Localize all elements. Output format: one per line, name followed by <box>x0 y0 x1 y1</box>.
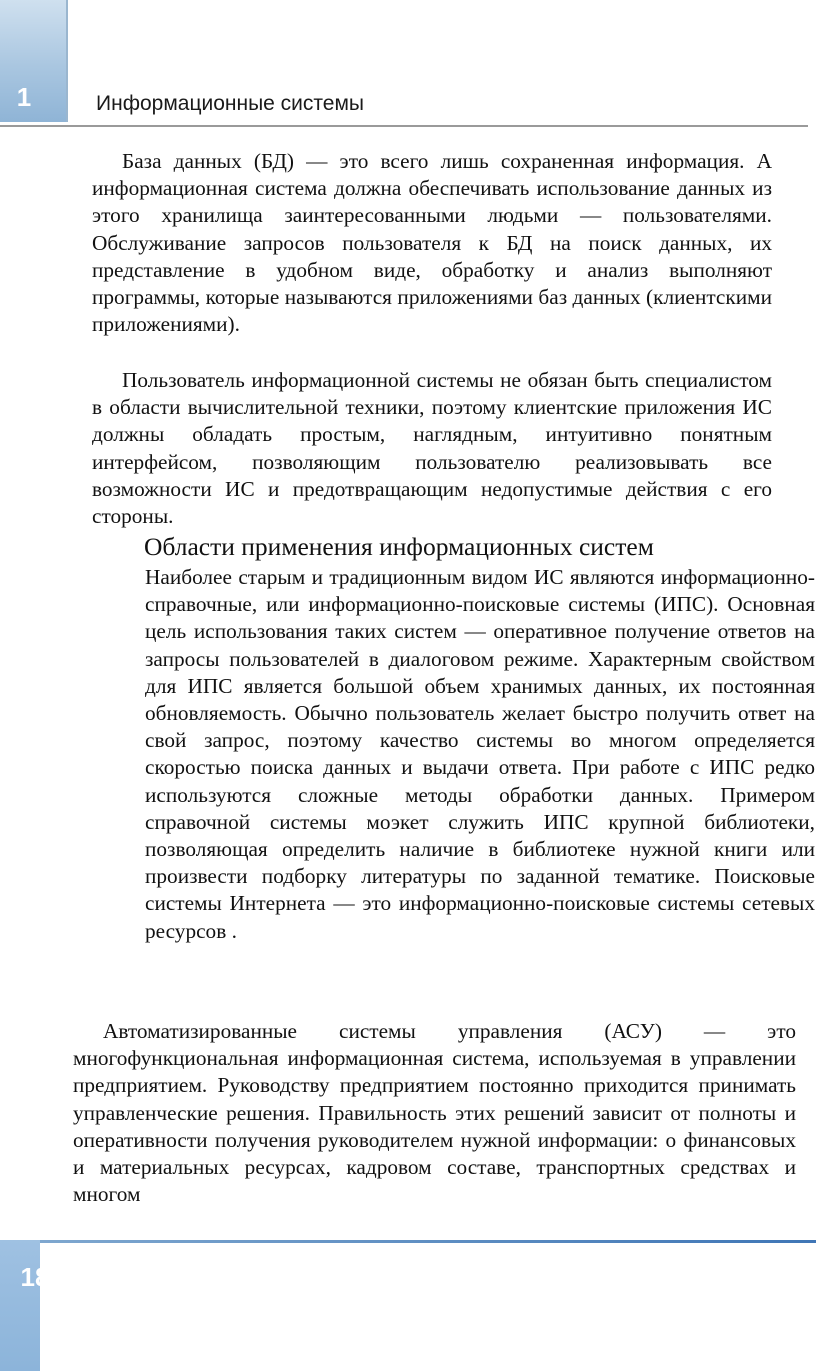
paragraph-ips-systems: Наиболее старым и традиционным видом ИС являются информационно-справочные, или информационно-поисковые системы (ИПС). Основная цель использования таких систем — оперативное получение ответов на запросы пользователей в диалоговом режиме. Характерным свойством для ИПС является большой объем хранимых данных, их постоянная обновляемость. Обычно пользователь желает быстро получить ответ на свой запрос, поэтому качество системы во многом определяется скоростью поиска данных и выдачи ответа. При работе с ИПС редко используются сложные методы обработки данных. Примером справочной системы моэкет служить ИПС крупной библиотеки, позволяющая определить наличие в библиотеке нужной книги или произвести подборку литературы по заданной тематике. Поисковые системы Интернета — это информационно-поисковые системы сетевых ресурсов . <box>145 565 815 943</box>
footer-divider <box>40 1240 816 1243</box>
chapter-number: 1 <box>16 82 32 112</box>
paragraph-database-definition: База данных (БД) — это всего лишь сохраненная информация. А информационная система должна обеспечивать использование данных из этого хранилища заинтересованными людьми — пользователями. Обслуживание запросов пользователя к БД на поиск данных, их представление в удобном виде, обработку и анализ выполняют программы, которые называются приложениями баз данных (клиентскими приложениями). <box>92 149 772 337</box>
paragraph-user-interface: Пользователь информационной системы не обязан быть специалистом в области вычислительной техники, поэтому клиентские приложения ИС должны обладать простым, наглядным, интуитивно понятным интерфейсом, позволяющим пользователю реализовывать все возможности ИС и предотвращающим недопустимые действия с его стороны. <box>92 368 772 529</box>
section-heading: Области применения информационных систем <box>144 532 654 561</box>
paragraph-asu-systems: Автоматизированные системы управления (АСУ) — это многофункциональная информационная система, используемая в управлении предприятием. Руководству предприятием постоянно приходится принимать управленческие решения. Правильность этих решений зависит от полноты и оперативности получения руководителем нужной информации: о финансовых и материальных ресурсах, кадровом составе, транспортных средствах и многом <box>73 1019 796 1207</box>
page-number: 18 <box>20 1262 50 1292</box>
header-divider <box>0 125 808 127</box>
running-header-title: Информационные системы <box>96 92 365 115</box>
page-number-tab <box>0 1240 40 1371</box>
